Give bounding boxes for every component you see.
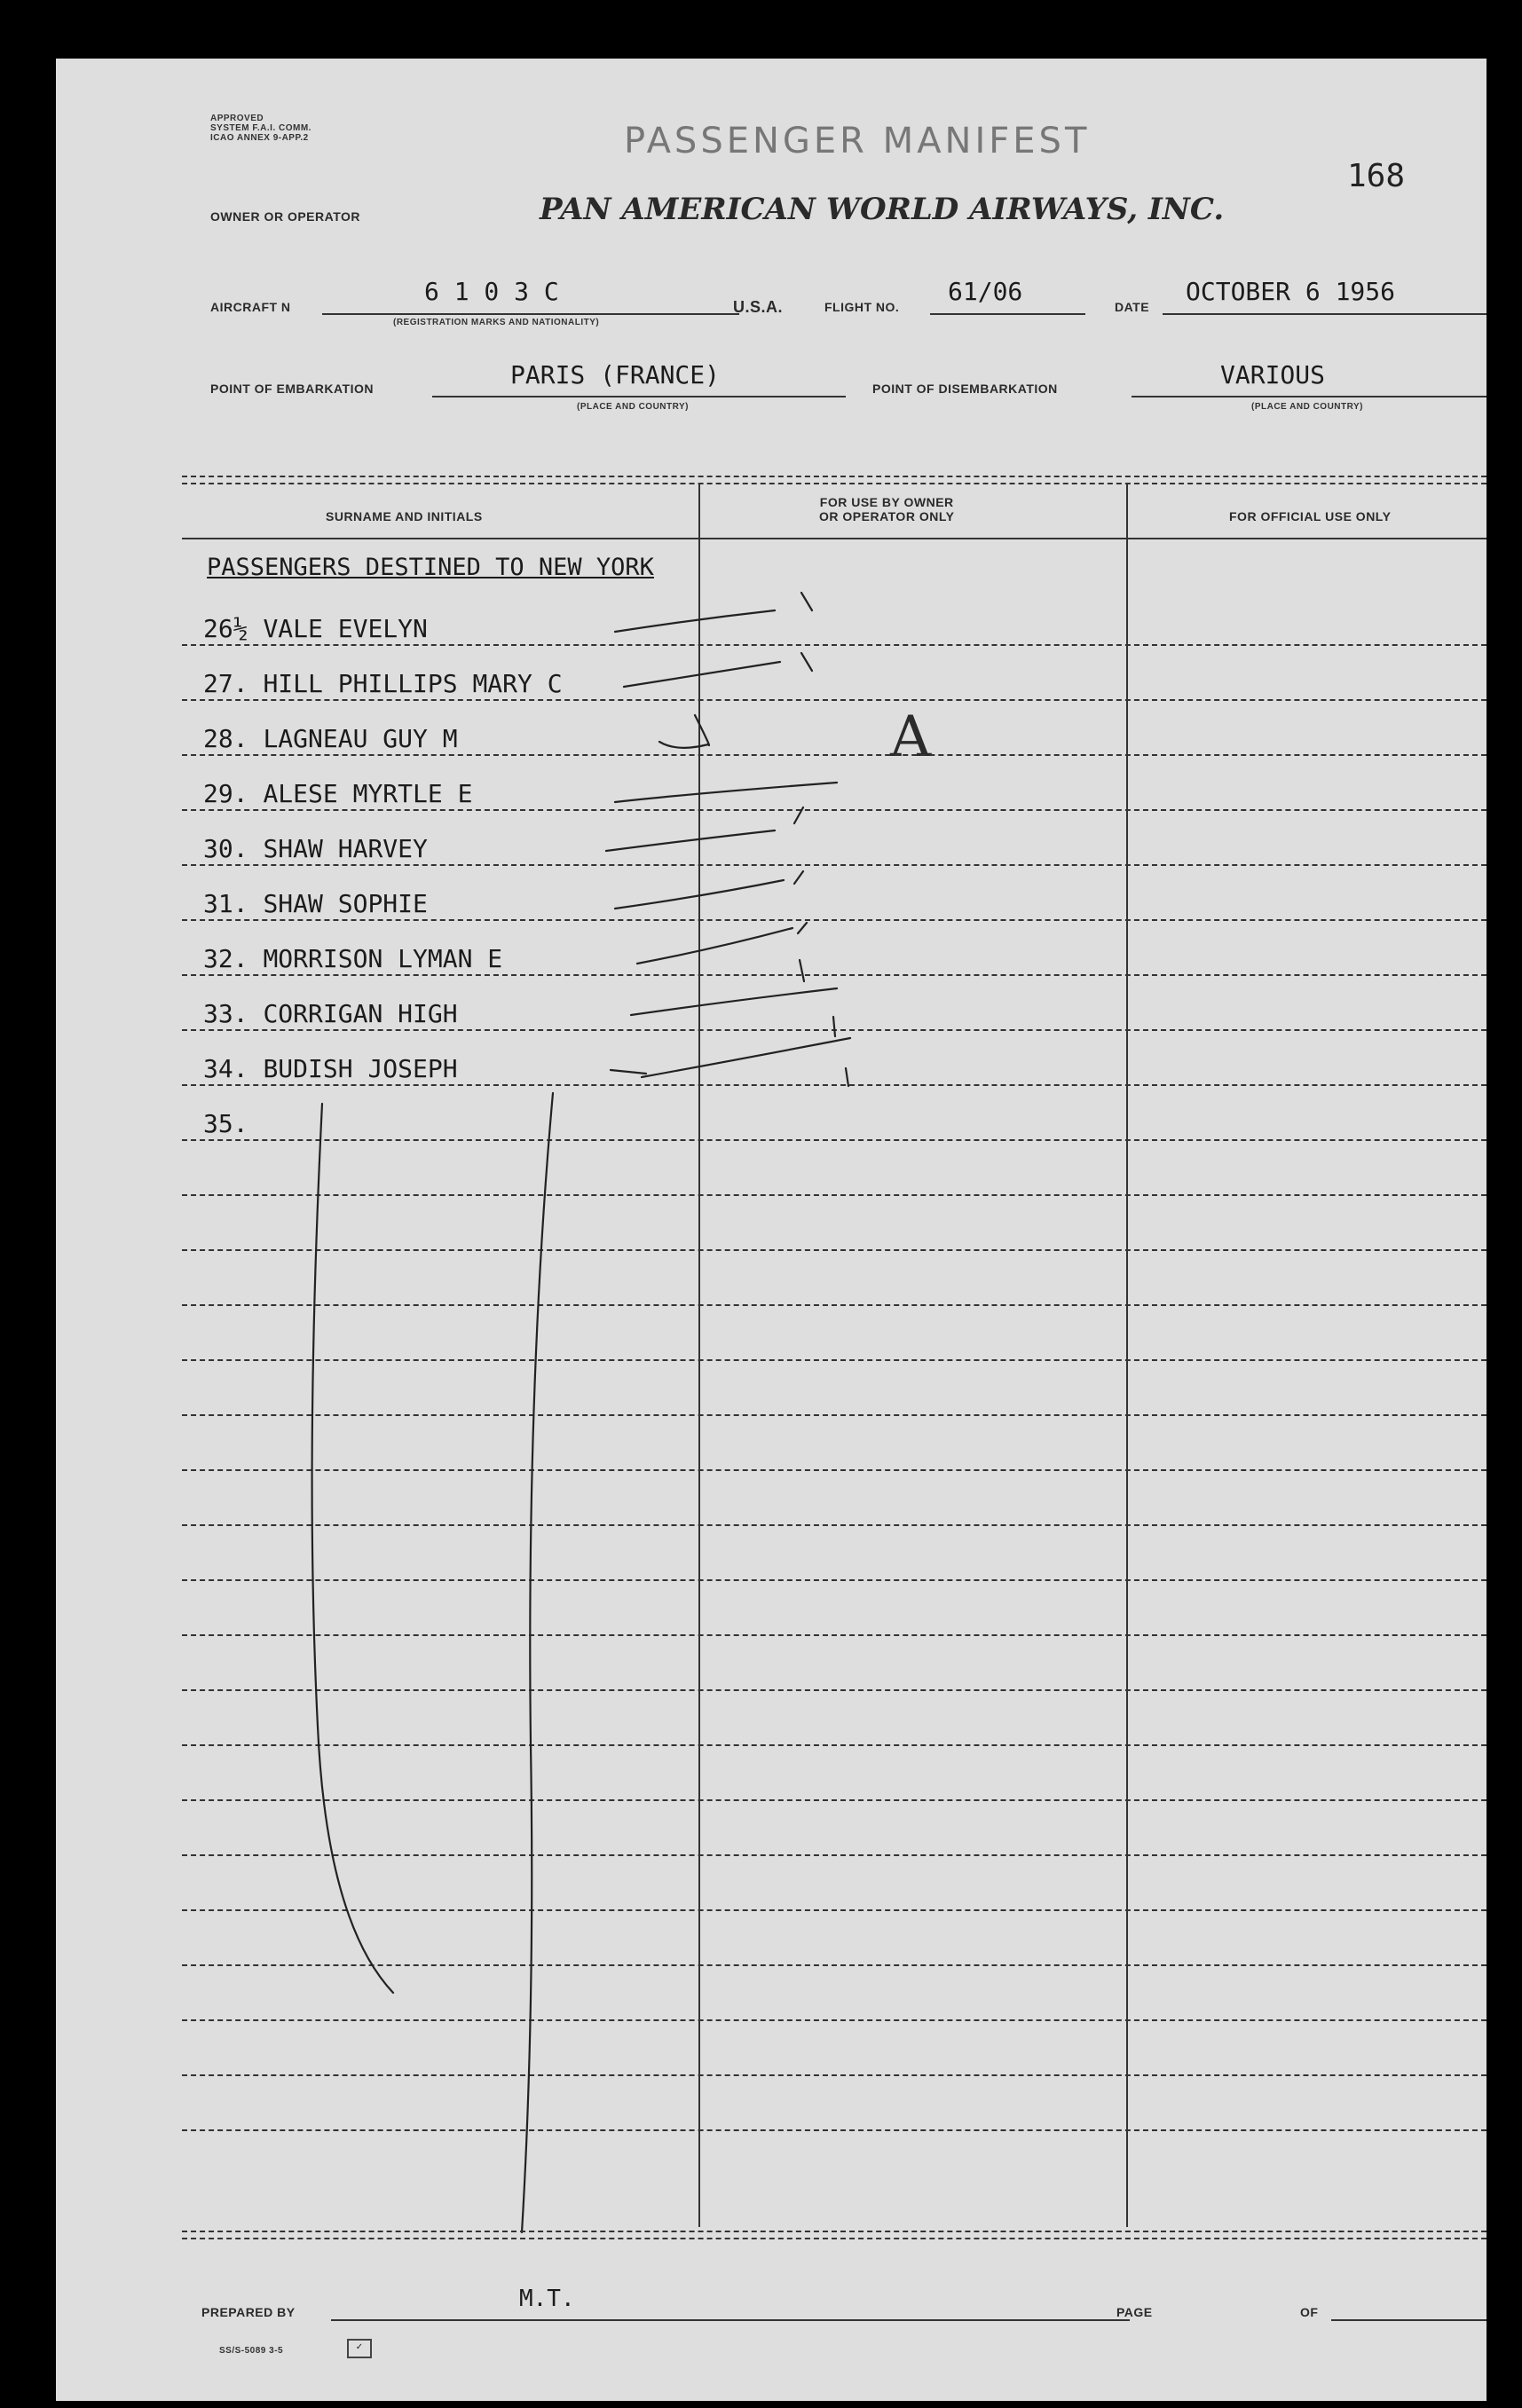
approval-line: ICAO ANNEX 9-APP.2	[210, 133, 309, 143]
passenger-name: LAGNEAU GUY M	[263, 724, 458, 753]
approval-line: APPROVED	[210, 114, 264, 123]
embarkation-label: POINT OF EMBARKATION	[210, 382, 374, 396]
row-number: 28.	[203, 724, 248, 753]
col-header-official: FOR OFFICIAL USE ONLY	[1229, 509, 1392, 523]
page-number: 168	[1347, 158, 1406, 194]
embarkation-value: PARIS (FRANCE)	[510, 360, 721, 390]
disembarkation-caption: (PLACE AND COUNTRY)	[1251, 402, 1363, 412]
form-title: PASSENGER MANIFEST	[624, 121, 1091, 161]
passenger-name: SHAW SOPHIE	[263, 889, 428, 918]
row-number: 31.	[203, 889, 248, 918]
registration-caption: (REGISTRATION MARKS AND NATIONALITY)	[393, 318, 600, 327]
nationality: U.S.A.	[733, 298, 784, 316]
row-number: 32.	[203, 944, 248, 973]
prepared-label: PREPARED BY	[201, 2305, 296, 2319]
manifest-sheet	[56, 59, 1487, 2401]
disembarkation-label: POINT OF DISEMBARKATION	[872, 382, 1058, 396]
passenger-name: BUDISH JOSEPH	[263, 1054, 458, 1083]
owner-value: PAN AMERICAN WORLD AIRWAYS, INC.	[540, 192, 1225, 227]
handwritten-mark: A	[890, 704, 932, 770]
row-number: 27.	[203, 669, 248, 698]
row-number: 26½	[203, 614, 248, 643]
aircraft-value: 6 1 0 3 C	[424, 277, 559, 306]
of-label: OF	[1300, 2305, 1319, 2319]
passenger-name: VALE EVELYN	[263, 614, 428, 643]
prepared-underline	[331, 2319, 1130, 2321]
union-bug-icon: ✓	[347, 2339, 372, 2358]
approval-line: SYSTEM F.A.I. COMM.	[210, 123, 311, 133]
form-code: SS/S-5089 3-5	[219, 2346, 284, 2356]
owner-label: OWNER OR OPERATOR	[210, 209, 360, 224]
col-header-operator-line: FOR USE BY OWNER	[819, 495, 954, 509]
date-label: DATE	[1115, 300, 1150, 314]
prepared-value: M.T.	[519, 2286, 575, 2312]
row-number: 29.	[203, 779, 248, 808]
col-header-operator-line: OR OPERATOR ONLY	[819, 509, 955, 523]
table-bottom-rule	[182, 2231, 1487, 2232]
passenger-name: SHAW HARVEY	[263, 834, 428, 863]
aircraft-label: AIRCRAFT N	[210, 300, 291, 314]
passenger-name: HILL PHILLIPS MARY C	[263, 669, 563, 698]
row-number: 34.	[203, 1054, 248, 1083]
section-heading: PASSENGERS DESTINED TO NEW YORK	[207, 554, 654, 581]
row-number: 35.	[203, 1109, 248, 1138]
disembarkation-value: VARIOUS	[1220, 360, 1326, 390]
table-bottom-rule	[182, 2238, 1487, 2239]
flight-value: 61/06	[948, 277, 1023, 306]
page-label: PAGE	[1116, 2305, 1153, 2319]
of-underline	[1331, 2319, 1487, 2321]
passenger-name: MORRISON LYMAN E	[263, 944, 503, 973]
date-value: OCTOBER 6 1956	[1186, 277, 1396, 306]
row-number: 30.	[203, 834, 248, 863]
flight-label: FLIGHT NO.	[824, 300, 900, 314]
pen-strokes	[56, 59, 1487, 2401]
passenger-name: ALESE MYRTLE E	[263, 779, 473, 808]
passenger-name: CORRIGAN HIGH	[263, 999, 458, 1028]
embarkation-caption: (PLACE AND COUNTRY)	[577, 402, 689, 412]
row-number: 33.	[203, 999, 248, 1028]
col-header-surname: SURNAME AND INITIALS	[326, 509, 483, 523]
